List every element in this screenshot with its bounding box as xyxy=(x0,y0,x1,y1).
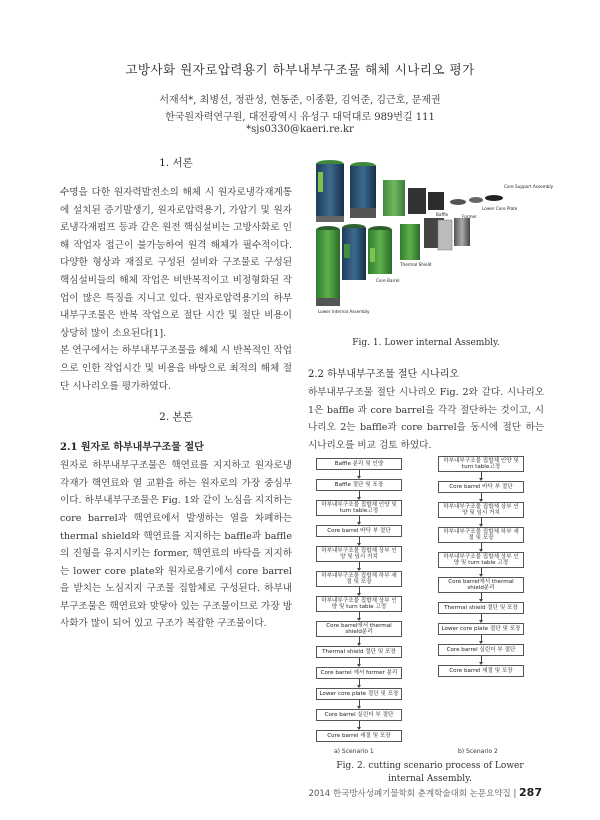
s2-arrow xyxy=(481,568,482,574)
intro-paragraph-2: 본 연구에서는 하부내부구조물을 해체 시 반복적인 작업으로 인한 작업시간 및 비용을 바탕으로 최적의 해체 절단 시나리오를 평가하였다. xyxy=(60,345,292,392)
s1-step-9: Thermal shield 절단 및 포장 xyxy=(316,646,402,658)
s2-arrow xyxy=(481,593,482,599)
page-number: 287 xyxy=(519,786,542,799)
s1-step-8: Core barrel에서 thermal shield분리 xyxy=(316,621,402,637)
s2-step-6: Core barrel에서 thermal shield분리 xyxy=(438,577,524,593)
s2-step-9: Core barrel 실린더 부 절단 xyxy=(438,644,524,656)
s1-step-1: Baffle 분리 및 인양 xyxy=(316,458,402,470)
figure-1-lower-internal-assembly xyxy=(308,158,554,330)
s1-arrow xyxy=(359,491,360,497)
s1-arrow xyxy=(359,562,360,568)
label-lower-core-plate: Lower Core Plate xyxy=(482,206,518,211)
subsection-heading-2-2: 2.2 하부내부구조물 절단 시나리오 xyxy=(308,369,460,380)
s2-step-3: 하부내부구조물 집합체 상부 인양 및 임시 거치 xyxy=(438,502,524,518)
s1-arrow xyxy=(359,612,360,618)
label-core-support: Core Support Assembly xyxy=(504,184,554,189)
s1-arrow xyxy=(359,679,360,685)
s1-step-13: Core barrel 세절 및 포장 xyxy=(316,730,402,742)
s2-step-4: 하부내부구조물 집합체 하부 세절 및 포장 xyxy=(438,527,524,543)
s2-step-5: 하부내부구조물 집합체 상부 인양 및 turn table 고정 xyxy=(438,552,524,568)
paper-title: 고방사화 원자로압력용기 하부내부구조물 해체 시나리오 평가 xyxy=(125,62,475,77)
subsection-heading-2-1: 2.1 원자로 하부내부구조물 절단 xyxy=(60,442,204,454)
s1-step-6: 하부내부구조물 집합체 하부 세절 및 포장 xyxy=(316,571,402,587)
body-paragraph-2-1: 원자로 하부내부구조물은 핵연료를 지지하고 원자로냉각재가 핵연료와 열 교환을 하는 원자로의 가장 중심부이다. 하부내부구조물은 Fig. 1와 같이 노심을 지지하는 core barrel과 핵연료에서 발생하는 열을 차폐하는 thermal shield와 핵연료를 지지하는 baffle과 baffle의 진형을 유지시키는 former, 핵연료의 바닥을 지지하는 lower core plate와 원자로용기에서 core barrel을 받치는 노심지지 구조물 집합체로 구성된다. 하부내부구조물은 핵연료와 맞닿아 있는 구조물이므로 가장 방사화가 많이 되어 있고 구조가 복잡한 구조물이다. xyxy=(60,460,292,630)
s1-arrow xyxy=(359,658,360,664)
footer-separator: | xyxy=(513,789,520,799)
figure-1-illustration xyxy=(308,158,554,330)
s2-arrow xyxy=(481,518,482,524)
s1-step-3: 하부내부구조물 집합체 인양 및 turn table고정 xyxy=(316,500,402,516)
page-footer xyxy=(309,786,542,799)
s2-arrow xyxy=(481,635,482,641)
thermal-shield-and-baffle xyxy=(400,218,470,260)
scenario-2-label: b) Scenario 2 xyxy=(458,748,498,755)
contact-email: *sjs0330@kaeri.re.kr xyxy=(246,124,354,135)
s2-step-10: Core barrel 세절 및 포장 xyxy=(438,665,524,677)
s1-arrow xyxy=(359,700,360,706)
s1-arrow xyxy=(359,637,360,643)
intro-paragraph-1: 수명을 다한 원자력발전소의 해체 시 원자로냉각재계통에 설치된 증기발생기, 원자로압력용기, 가압기 및 원자로냉각재펌프 등과 같은 원전 핵심설비는 고방사화로 인해 작업자 접근이 불가능하여 원격 해체가 필수적이다. 다양한 형상과 재질로 구성된 설비와 구조물로 구성된 핵심설비들의 해체 작업은 비반복적이고 비정형화된 작업이 많은 특징을 지니고 있다. 원자로압력용기의 하부내부구조물은 반복 작업으로 절단 시간 및 절단 비용이 상당히 많이 소요된다[1]. xyxy=(60,187,292,339)
footer-conference: 2014 한국방사성폐기물학회 춘계학술대회 논문요약집 xyxy=(308,789,511,799)
s2-step-8: Lower core plate 절단 및 포장 xyxy=(438,623,524,635)
s1-arrow xyxy=(359,516,360,522)
section-heading-intro: 1. 서론 xyxy=(159,157,193,169)
label-core-barrel: Core Barrel xyxy=(376,278,400,283)
s2-step-7: Thermal shield 절단 및 포장 xyxy=(438,602,524,614)
label-baffle: Baffle xyxy=(436,212,449,217)
s1-arrow xyxy=(359,470,360,476)
s1-step-12: Core barrel 실린더 부 절단 xyxy=(316,709,402,721)
body-paragraph-2-2: 하부내부구조물 절단 시나리오 Fig. 2와 같다. 시나리오 1은 baffle 과 core barrel을 각각 절단하는 것이고, 시나리오 2는 baffle과 core barrel을 동시에 절단 하는 시나리오를 비교 검토 하였다. xyxy=(308,387,544,451)
label-thermal-shield: Thermal Shield xyxy=(400,262,432,267)
s1-arrow xyxy=(359,587,360,593)
s2-arrow xyxy=(481,614,482,620)
s2-arrow xyxy=(481,656,482,662)
s1-arrow xyxy=(359,721,360,727)
affiliation: 한국원자력연구원, 대전광역시 유성구 대덕대로 989번길 111 xyxy=(165,112,435,123)
s1-arrow xyxy=(359,537,360,543)
s1-step-11: Lower core plate 절단 및 포장 xyxy=(316,688,402,700)
left-column xyxy=(60,155,292,633)
s2-step-2: Core barrel 바닥 부 절단 xyxy=(438,481,524,493)
s1-step-4: Core barrel 바닥 부 절단 xyxy=(316,525,402,537)
s2-arrow xyxy=(481,472,482,478)
author-list: 서재석*, 최병선, 정관성, 현동준, 이종환, 김억준, 김근호, 문제권 xyxy=(159,95,441,106)
s2-arrow xyxy=(481,543,482,549)
s1-step-7: 하부내부구조물 집합체 상부 인양 및 turn table 고정 xyxy=(316,596,402,612)
s1-step-5: 하부내부구조물 집합체 상부 인양 및 임시 거치 xyxy=(316,546,402,562)
scenario-1-label: a) Scenario 1 xyxy=(334,748,374,755)
s2-step-1: 하부내부구조물 집합체 인양 및 turn table고정 xyxy=(438,456,524,472)
s1-step-10: Core barrel 에서 former 분리 xyxy=(316,667,402,679)
s1-step-2: Baffle 절단 및 포장 xyxy=(316,479,402,491)
s2-arrow xyxy=(481,493,482,499)
right-column-text xyxy=(308,365,544,454)
assembly-exploded-view xyxy=(316,160,376,222)
figure-2-flowchart xyxy=(308,452,544,742)
section-heading-body: 2. 본론 xyxy=(159,411,193,424)
core-barrel-views xyxy=(316,224,392,306)
label-lower-internal: Lower Internal Assembly xyxy=(318,309,370,314)
label-former: Former xyxy=(462,214,477,219)
figure-2-caption: Fig. 2. cutting scenario process of Lower internal Assembly. xyxy=(336,761,524,784)
figure-1-caption: Fig. 1. Lower internal Assembly. xyxy=(352,338,500,348)
